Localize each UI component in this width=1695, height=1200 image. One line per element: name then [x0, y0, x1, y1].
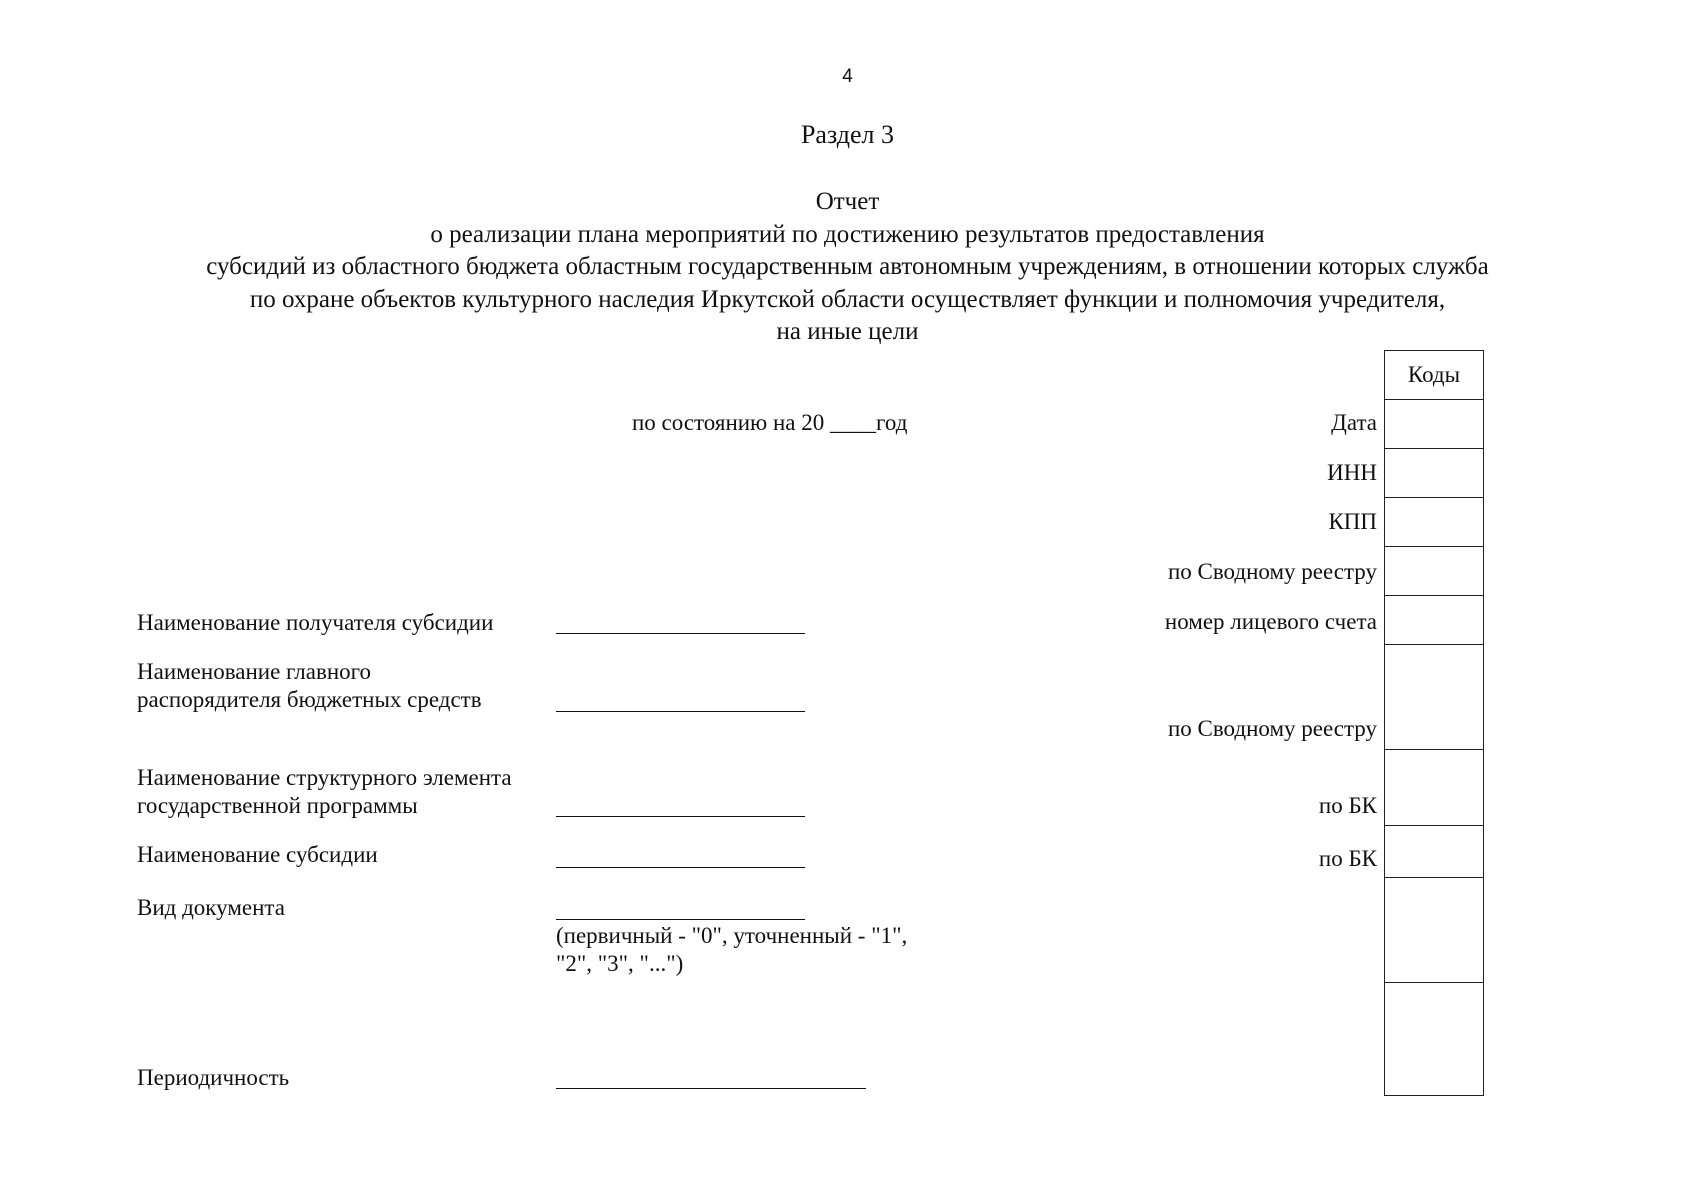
periodicity-field-line[interactable]	[556, 1088, 866, 1089]
report-subtitle-line-2: субсидий из областного бюджета областным государственным автономным учреждениям, в отношении которых служба	[206, 253, 1489, 280]
doc-type-note-line-1: (первичный - "0", уточненный - "1",	[556, 923, 908, 948]
as-of-date-text: по состоянию на 20 ____год	[632, 410, 908, 435]
code-label-bk-2: по БК	[1318, 846, 1377, 871]
report-title: Отчет	[815, 188, 880, 215]
code-cell-date[interactable]	[1385, 400, 1484, 449]
program-element-field-line[interactable]	[556, 816, 805, 817]
code-cell-bk-1[interactable]	[1385, 750, 1484, 826]
code-cell-kpp[interactable]	[1385, 498, 1484, 547]
main-manager-label-line-2: распорядителя бюджетных средств	[137, 687, 482, 712]
code-label-date: Дата	[1331, 410, 1377, 435]
code-label-kpp: КПП	[1328, 509, 1377, 534]
code-cell-periodicity[interactable]	[1385, 983, 1484, 1096]
doc-type-field-line[interactable]	[556, 919, 805, 920]
report-subtitle-line-3: по охране объектов культурного наследия Иркутской области осуществляет функции и полномочия учредителя,	[249, 285, 1446, 313]
codes-header: Коды	[1385, 351, 1484, 400]
main-manager-label-line-1: Наименование главного	[137, 659, 372, 684]
report-title-block	[0, 186, 1695, 349]
recipient-field-line[interactable]	[556, 633, 805, 634]
code-cell-bk-2[interactable]	[1385, 826, 1484, 878]
program-element-label-line-1: Наименование структурного элемента	[137, 765, 512, 790]
code-cell-account-number[interactable]	[1385, 596, 1484, 645]
code-cell-consolidated-registry-1[interactable]	[1385, 547, 1484, 596]
report-subtitle-line-4: на иные цели	[776, 318, 919, 345]
recipient-label: Наименование получателя субсидии	[137, 610, 494, 635]
page-number: 4	[842, 66, 853, 87]
periodicity-label: Периодичность	[137, 1065, 290, 1090]
code-cell-consolidated-registry-2[interactable]	[1385, 645, 1484, 750]
section-title: Раздел 3	[800, 120, 895, 149]
code-label-consolidated-registry-2: по Сводному реестру	[1167, 716, 1377, 741]
code-label-bk-1: по БК	[1318, 793, 1377, 818]
code-cell-inn[interactable]	[1385, 449, 1484, 498]
program-element-label-line-2: государственной программы	[137, 793, 418, 818]
main-manager-field-line[interactable]	[556, 711, 805, 712]
doc-type-note	[556, 922, 907, 978]
subsidy-name-field-line[interactable]	[556, 867, 805, 868]
code-label-account-number: номер лицевого счета	[1164, 609, 1377, 634]
doc-type-label: Вид документа	[137, 895, 285, 920]
report-subtitle-line-1: о реализации плана мероприятий по достижению результатов предоставления	[430, 220, 1265, 248]
code-cell-doc-type[interactable]	[1385, 878, 1484, 983]
codes-table	[1384, 350, 1484, 1096]
code-label-inn: ИНН	[1327, 460, 1377, 485]
code-label-consolidated-registry-1: по Сводному реестру	[1167, 559, 1377, 584]
subsidy-name-label: Наименование субсидии	[137, 842, 378, 867]
doc-type-note-line-2: "2", "3", "...")	[556, 951, 684, 976]
